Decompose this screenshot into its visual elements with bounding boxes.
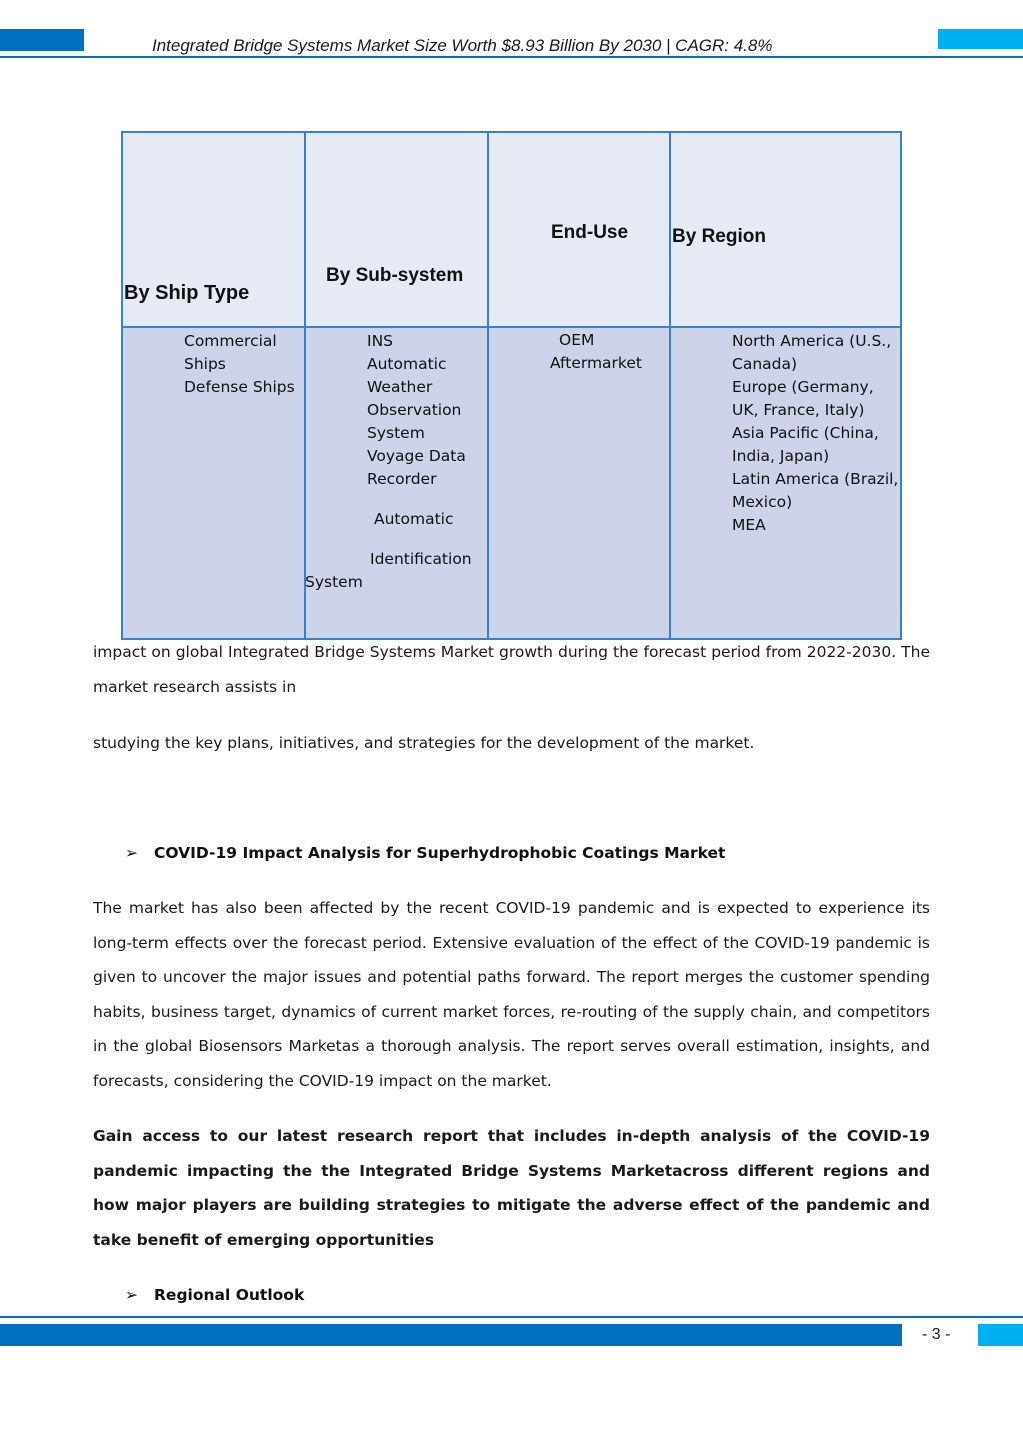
column-heading-ship-type: By Ship Type [124, 282, 250, 304]
region-list [732, 330, 898, 537]
list-item: Voyage Data [367, 447, 466, 465]
list-item: Weather [367, 378, 433, 396]
column-divider [669, 133, 671, 638]
header-accent-right [938, 29, 1023, 49]
sub-system-extra-line: Identification [370, 550, 472, 568]
column-divider [304, 133, 306, 638]
list-item: Mexico) [732, 493, 793, 511]
header-accent-left [0, 29, 84, 51]
list-item: MEA [732, 516, 766, 534]
sub-system-list [367, 330, 466, 491]
list-item: Commercial [184, 332, 277, 350]
section-heading-label: Regional Outlook [154, 1286, 305, 1304]
list-item: Canada) [732, 355, 798, 373]
covid-paragraph: The market has also been affected by the recent COVID-19 pandemic and is expected to experience its long-term effects over the forecast period. Extensive evaluation of the effect of the COVID-19 pandemic is given to uncover the major issues and potential paths forward. The report merges the customer spending habits, business target, dynamics of current market forces, re-routing of the supply chain, and competitors in the global Biosensors Marketas a thorough analysis. The report serves overall estimation, insights, and forecasts, considering the COVID-19 impact on the market. [93, 899, 930, 1090]
section-heading-label: COVID-19 Impact Analysis for Superhydrophobic Coatings Market [154, 844, 726, 862]
arrow-bullet-icon: ➢ [125, 1286, 138, 1304]
end-use-item-oem: OEM [559, 331, 595, 349]
list-item: INS [367, 332, 394, 350]
list-item: Automatic [367, 355, 447, 373]
column-heading-region: By Region [672, 226, 766, 247]
list-item: North America (U.S., [732, 332, 892, 350]
end-use-item-aftermarket: Aftermarket [550, 354, 642, 372]
sub-system-extra-line: System [305, 573, 363, 591]
footer-accent-right [978, 1324, 1023, 1346]
ship-type-list [184, 330, 295, 399]
list-item: Asia Pacific (China, [732, 424, 879, 442]
header-rule [0, 56, 1023, 58]
list-item: Latin America (Brazil, [732, 470, 899, 488]
footer-bar [0, 1324, 902, 1346]
page-number: - 3 - [922, 1326, 951, 1343]
list-item: UK, France, Italy) [732, 401, 865, 419]
section-heading-regional [125, 1286, 304, 1304]
gain-access-paragraph: Gain access to our latest research report that includes in-depth analysis of the COVID-19 pandemic impacting the the Integrated Bridge Systems Marketacross different regions and how major players are building strategies to mitigate the adverse effect of the pandemic and take benefit of emerging opportunities [93, 1127, 930, 1249]
list-item: Observation [367, 401, 462, 419]
list-item: Defense Ships [184, 378, 295, 396]
footer-rule [0, 1316, 1023, 1318]
sub-system-extra-line: Automatic [374, 510, 454, 528]
list-item: System [367, 424, 425, 442]
list-item: India, Japan) [732, 447, 830, 465]
list-item: Ships [184, 355, 226, 373]
column-heading-sub-system: By Sub-system [326, 265, 464, 286]
section-heading-covid [125, 844, 725, 862]
list-item: Recorder [367, 470, 437, 488]
impact-paragraph: impact on global Integrated Bridge Systems Market growth during the forecast period from 2022-2030. The market research assists in [93, 643, 930, 696]
document-header-title: Integrated Bridge Systems Market Size Worth $8.93 Billion By 2030 | CAGR: 4.8% [152, 36, 773, 55]
segmentation-table [121, 131, 902, 640]
column-divider [487, 133, 489, 638]
arrow-bullet-icon: ➢ [125, 844, 138, 862]
studying-paragraph: studying the key plans, initiatives, and strategies for the development of the market. [93, 734, 755, 752]
column-heading-end-use: End-Use [551, 222, 629, 243]
list-item: Europe (Germany, [732, 378, 874, 396]
